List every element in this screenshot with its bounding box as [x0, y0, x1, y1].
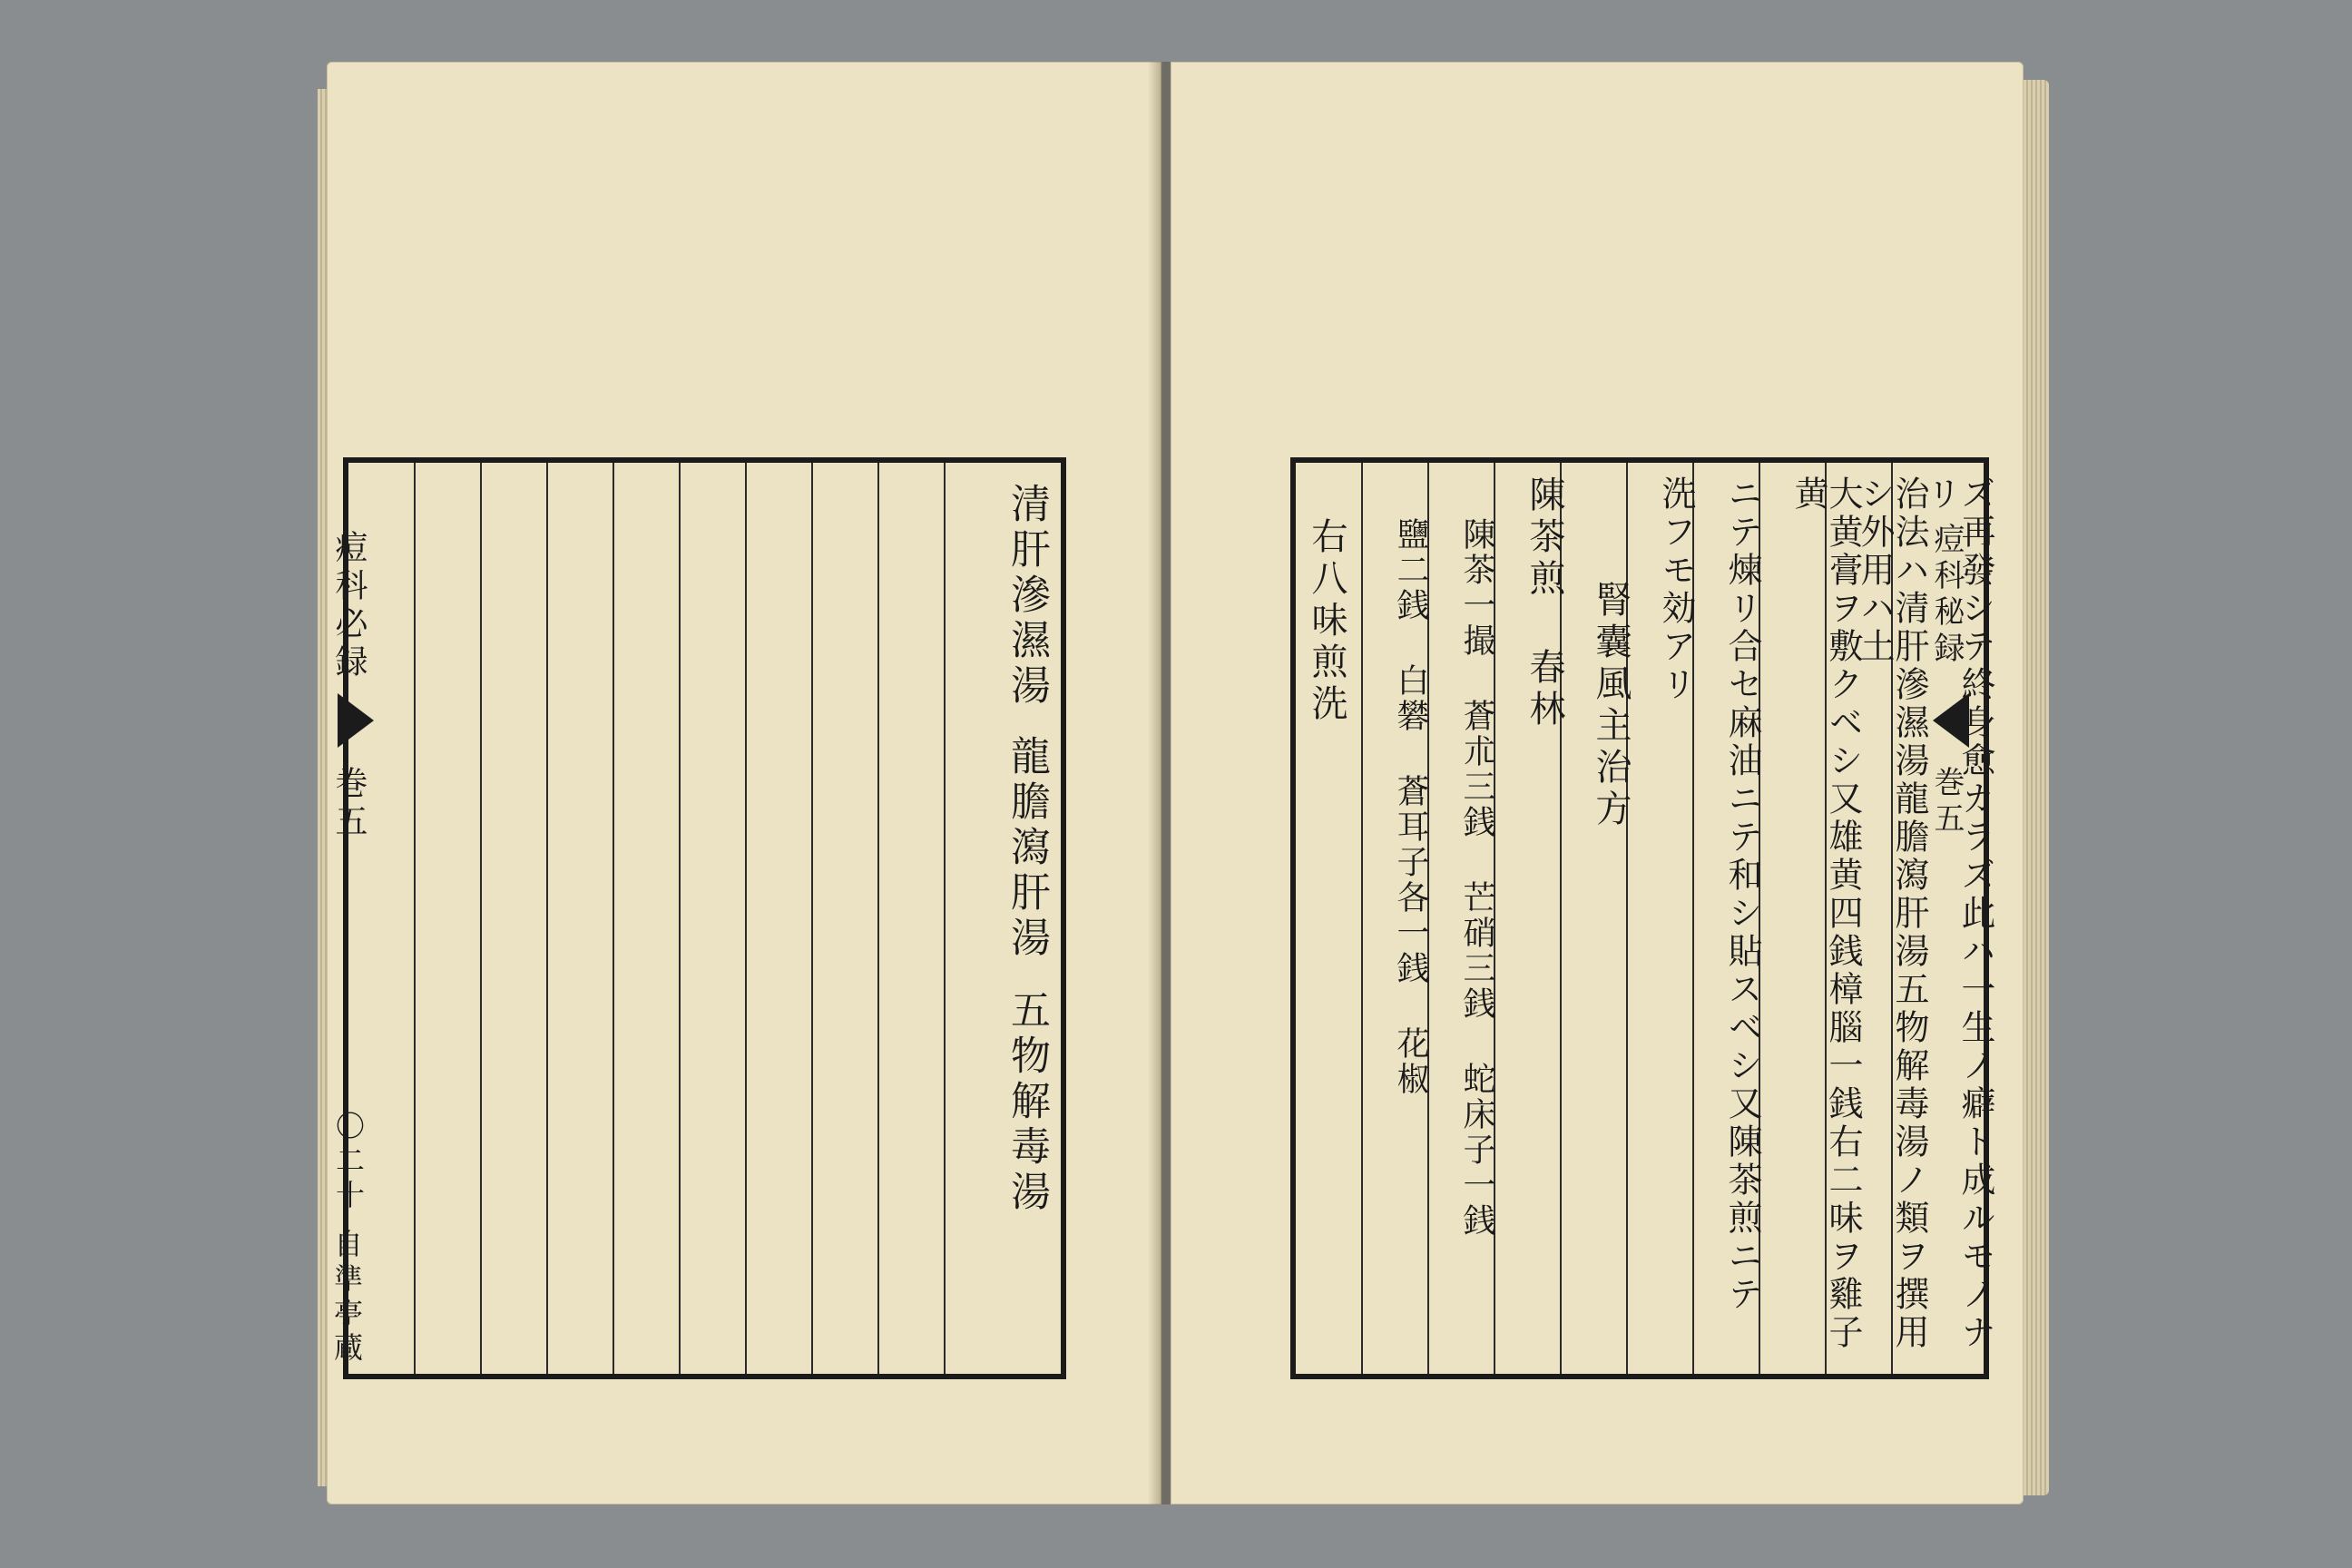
right-col-10: 右八味煎洗 — [1306, 517, 1348, 726]
right-col-2: 治法ハ清肝滲濕湯龍膽瀉肝湯五物解毒湯ノ類ヲ撰用シ外用ハ土 — [1855, 475, 1929, 1352]
right-col-5: 洗フモ効アリ — [1656, 475, 1696, 704]
right-col-6: 腎囊風主治方 — [1590, 581, 1632, 831]
book-title-right: 痘科秘録 — [1928, 523, 1965, 668]
volume-label: 巻五 — [330, 766, 368, 842]
right-col-7: 陳茶煎 春林 — [1524, 475, 1565, 731]
left-col-1: 清肝滲濕湯 — [1004, 483, 1050, 710]
right-col-8: 陳茶一撮 蒼朮三銭 芒硝三銭 蛇床子一銭 — [1458, 517, 1495, 1239]
book-title: 痘科必録 — [330, 530, 368, 682]
right-col-1: ズ再發シテ終身愈カラズ此ハ一生ノ癖ト成ルモノナリ — [1921, 475, 1995, 1352]
right-col-3: 大黄膏ヲ敷クベシ又雄黄四銭樟腦一銭右二味ヲ雞子黄 — [1788, 475, 1863, 1352]
right-page-stack — [2024, 80, 2049, 1495]
page-number: 〇二十 — [331, 1111, 366, 1214]
right-col-4: ニテ煉リ合セ麻油ニテ和シ貼スベシ又陳茶煎ニテ — [1722, 475, 1762, 1314]
publisher-mark: 自準亭蔵 — [329, 1229, 364, 1367]
left-page — [327, 62, 1161, 1504]
left-col-3: 五物解毒湯 — [1004, 989, 1050, 1216]
volume-label-right: 巻五 — [1928, 766, 1965, 838]
right-text-frame — [1290, 457, 1995, 1379]
left-text-frame — [343, 457, 1066, 1379]
right-col-9: 鹽二銭 白礬 蒼耳子各一銭 花椒 — [1392, 517, 1429, 1097]
left-col-2: 龍膽瀉肝湯 — [1004, 735, 1050, 962]
open-book — [327, 62, 2033, 1504]
